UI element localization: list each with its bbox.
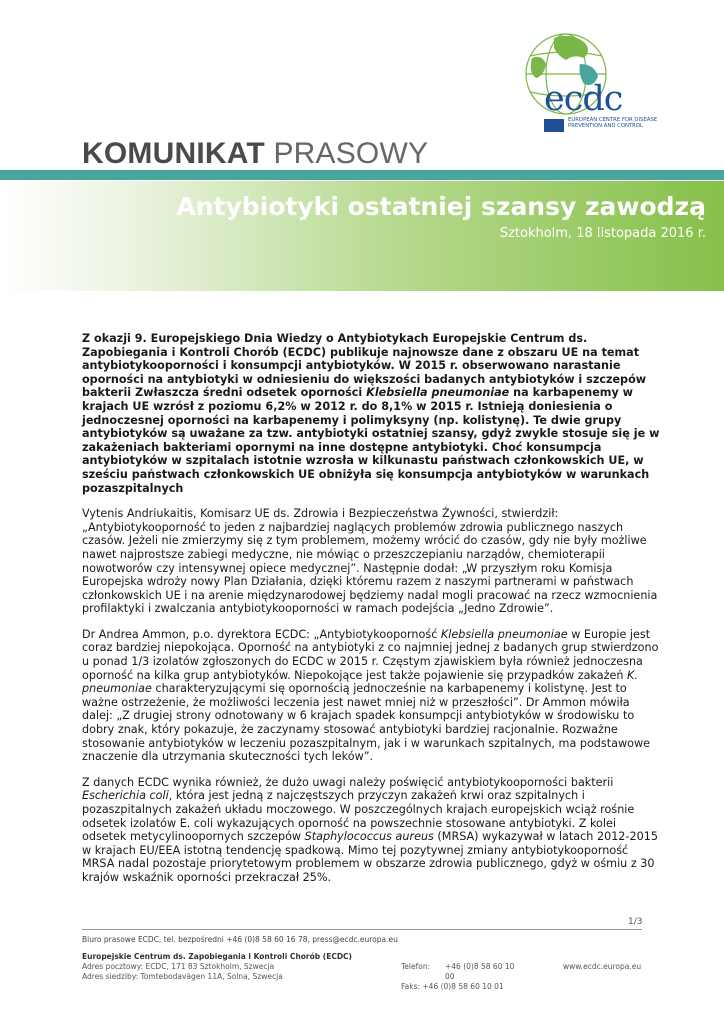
- organization-name: Europejskie Centrum ds. Zapobiegania i Kontroli Chorób (ECDC): [82, 952, 352, 961]
- heading-bold: KOMUNIKAT: [82, 137, 265, 170]
- page-number: 1/3: [628, 917, 643, 927]
- dateline: Sztokholm, 18 listopada 2016 r.: [499, 226, 706, 241]
- divider-bar: [0, 170, 724, 180]
- eu-flag-icon: [544, 119, 564, 132]
- paragraph-andriukaitis: Vytenis Andriukaitis, Komisarz UE ds. Zdrowia i Bezpieczeństwa Żywności, stwierdził: „Antybiotykooporność to jeden z najbardziej naglących problemów zdrowia publicznego naszych czasów. Jeżeli nie zmierzymy się z tym problemem, możemy wrócić do czasów, gdy nie były możliwe nawet najprostsze zabiegi medyczne, nie mówiąc o przeszczepianiu narządów, chemioterapii nowotworów czy intensywnej opiece medycznej”. Następnie dodał: „W przyszłym roku Komisja Europejska wdroży nowy Plan Działania, dzięki któremu razem z naszymi partnerami w państwach członkowskich UE i na arenie międzynarodowej będziemy nadal mogli pracować na rzecz wzmocnienia profilaktyki i zwalczania antybiotykooporności w ramach podejścia „Jedno Zdrowie”.: [82, 507, 658, 616]
- headline: Antybiotyki ostatniej szansy zawodzą: [176, 192, 706, 221]
- paragraph-ecoli-mrsa: Z danych ECDC wynika również, że dużo uwagi należy poświęcić antybiotykooporności bakterii Escherichia coli, która jest jedną z najczęstszych przyczyn zakażeń krwi oraz szpitalnych i pozaszpitalnych zakażeń układu moczowego. W poszczególnych krajach europejskich wciąż rośnie odsetek izolatów E. coli wykazujących oporność na powszechnie stosowane antybiotyki. Z kolei odsetek metycylinoopornych szczepów Staphylococcus aureus (MRSA) wykazywał w latach 2012-2015 w krajach EU/EEA istotną tendencję spadkową. Mimo tej pozytywnej zmiany antybiotykooporność MRSA nadal pozostaje priorytetowym problemem w obszarze zdrowia publicznego, gdyż w ośmiu z 30 krajów wskaźnik oporności przekraczał 25%.: [82, 775, 658, 884]
- paragraph-ammon: Dr Andrea Ammon, p.o. dyrektora ECDC: „Antybiotykooporność Klebsiella pneumoniae w Europie jest coraz bardziej niepokojąca. Oporność na antybiotyki z co najmniej jednej z badanych grup stwierdzono u ponad 1/3 izolatów zgłoszonych do ECDC w 2015 r. Częstym zjawiskiem była również jednoczesna oporność na kilka grup antybiotyków. Niepokojące jest także pojawienie się przypadków zakażeń K. pneumoniae charakteryzującymi się opornością jednocześnie na karbapenemy i kolistynę. Jest to ważne ostrzeżenie, że możliwości leczenia jest nawet mniej niż w przeszłości”. Dr Ammon mówiła dalej: „Z drugiej strony odnotowany w 6 krajach spadek konsumpcji antybiotyków w środowisku to dobry znak, który pokazuje, że zaczynamy stosować antybiotyki bardziej racjonalnie. Rozważne stosowanie antybiotyków w leczeniu pozaszpitalnym, jak i w warunkach szpitalnych, ma podstawowe znaczenie dla utrzymania skuteczności tych leków”.: [82, 627, 659, 764]
- press-office-contact: Biuro prasowe ECDC, tel. bezpośredni +46 (0)8 58 60 16 78, press@ecdc.europa.eu: [82, 935, 398, 944]
- ecdc-full-name: EUROPEAN CENTRE FOR DISEASE PREVENTION AND CONTROL: [568, 117, 658, 130]
- lead-paragraph: Z okazji 9. Europejskiego Dnia Wiedzy o Antybiotykach Europejskie Centrum ds. Zapobiegania i Kontroli Chorób (ECDC) publikuje najnowsze dane z obszaru UE na temat antybiotykooporności i konsumpcji antybiotyków. W 2015 r. obserwowano narastanie oporności na antybiotyki w odniesieniu do większości badanych antybiotyków i szczepów bakterii Zwłaszcza średni odsetek oporności Klebsiella pneumoniae na karbapenemy w krajach UE wzrósł z poziomu 6,2% w 2012 r. do 8,1% w 2015 r. Istnieją doniesienia o jednoczesnej oporności na karbapenemy i polimyksyny (np. kolistynę). Te dwie grupy antybiotyków są uważane za tzw. antybiotyki ostatniej szansy, gdyż zwykle stosuje się je w zakażeniach bakteriami opornymi na inne dostępne antybiotyki. Choć konsumpcja antybiotyków w szpitalach istotnie wzrosła w kilkunastu państwach członkowskich UE, w sześciu państwach członkowskich UE obniżyła się konsumpcja antybiotyków w warunkach pozaszpitalnych: [82, 332, 660, 495]
- article-body: [82, 332, 660, 897]
- phone-label: Telefon:: [401, 962, 431, 971]
- heading-light: PRASOWY: [273, 137, 429, 170]
- footer-rule: [82, 929, 642, 930]
- phone-number: +46 (0)8 58 60 10 00: [445, 962, 515, 981]
- seat-address: Adres siedziby: Tomtebodavägen 11A, Solna, Szwecja: [82, 972, 283, 981]
- postal-address: Adres pocztowy: ECDC, 171 83 Sztokholm, Szwecja: [82, 962, 275, 971]
- website-link[interactable]: www.ecdc.europa.eu: [563, 962, 642, 971]
- fax-number: Faks: +46 (0)8 58 60 10 01: [401, 982, 504, 991]
- ecdc-wordmark: ecdc: [544, 79, 623, 119]
- press-release-heading: [82, 136, 428, 172]
